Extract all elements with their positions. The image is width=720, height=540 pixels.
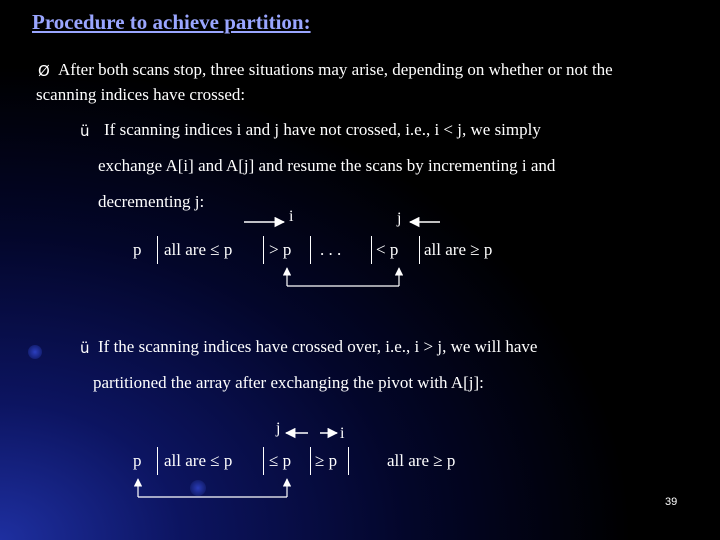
slide-title: Procedure to achieve partition: (32, 10, 311, 34)
sub1-line3: decrementing j: (98, 192, 205, 211)
index-i-label: i (340, 425, 345, 442)
check-bullet-icon: ü (80, 339, 90, 357)
sub2-line2: partitioned the array after exchanging the pivot with A[j]: (93, 373, 484, 392)
bullet1-line1: After both scans stop, three situations may arise, depending on whether or not the (58, 60, 613, 79)
check-bullet-icon: ü (80, 122, 90, 140)
array-cell: all are ≥ p (424, 240, 493, 259)
arrow-bullet-icon: Ø (38, 62, 50, 80)
bullet1-line2: scanning indices have crossed: (36, 85, 246, 104)
page-number: 39 (665, 496, 678, 508)
array-cell: p (133, 240, 142, 259)
sub1-line2: exchange A[i] and A[j] and resume the scans by incrementing i and (98, 156, 556, 175)
array-cell: p (133, 451, 142, 470)
array-cell: all are ≤ p (164, 451, 233, 470)
array-cell: ≥ p (315, 451, 338, 470)
array-cell: all are ≤ p (164, 240, 233, 259)
array-cell: . . . (320, 240, 342, 259)
array-cell: < p (376, 240, 399, 259)
array-cell: all are ≥ p (387, 451, 456, 470)
index-i-label: i (289, 208, 294, 225)
array-cell: > p (269, 240, 292, 259)
index-j-label: j (397, 210, 402, 227)
sub2-line1: If the scanning indices have crossed over, i.e., i > j, we will have (98, 337, 538, 356)
sub1-line1: If scanning indices i and j have not crossed, i.e., i < j, we simply (104, 120, 541, 139)
index-j-label: j (276, 420, 281, 437)
array-cell: ≤ p (269, 451, 292, 470)
